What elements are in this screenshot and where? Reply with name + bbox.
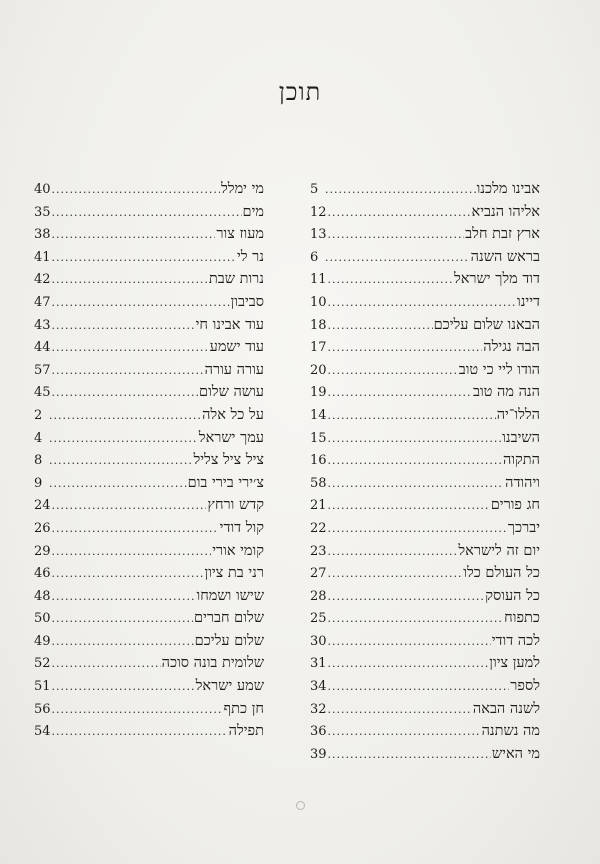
dot-leader <box>328 202 471 225</box>
toc-entry-page-number: 12 <box>310 204 327 220</box>
toc-entry-page-number: 16 <box>310 453 327 469</box>
toc-entry-title: אבינו מלכנו <box>476 181 540 197</box>
dot-leader <box>328 315 433 338</box>
toc-entry-title: חן כתף <box>223 700 264 717</box>
toc-entry-title: שישו ושמחו <box>196 587 264 604</box>
dot-leader <box>52 586 196 609</box>
dot-leader <box>328 518 507 541</box>
toc-entry-title: התקוה <box>503 452 540 469</box>
toc-entry <box>34 652 264 675</box>
toc-entry-title: שלום עליכם <box>194 632 264 649</box>
toc-entry <box>34 449 264 472</box>
toc-entry-title: לכה דודי <box>491 632 540 649</box>
dot-leader <box>52 337 209 360</box>
dot-leader <box>49 405 201 428</box>
toc-entry <box>310 562 540 585</box>
toc-entry-page-number: 24 <box>34 498 51 514</box>
toc-entry-page-number: 57 <box>34 362 51 378</box>
toc-entry-title: מעוז צור <box>216 226 264 243</box>
toc-entry <box>34 675 264 698</box>
page-title: תוכן <box>278 78 322 107</box>
dot-leader <box>49 473 187 496</box>
toc-entry <box>34 720 264 743</box>
toc-entry-title: הללו־יה <box>496 406 540 423</box>
toc-entry <box>34 268 264 291</box>
toc-entry-title: עושה שלום <box>199 384 264 401</box>
toc-entry-page-number: 49 <box>34 633 51 649</box>
toc-entry-title: ציל ציל צליל <box>193 452 264 469</box>
toc-entry <box>310 336 540 359</box>
dot-leader <box>52 495 207 518</box>
dot-leader <box>52 179 220 202</box>
dot-leader <box>52 382 199 405</box>
toc-entry-title: הבאנו שלום עליכם <box>433 316 540 333</box>
dot-leader <box>52 608 193 631</box>
dot-leader <box>328 541 458 564</box>
toc-entry-page-number: 38 <box>34 227 51 243</box>
toc-entry-page-number: 52 <box>34 656 51 672</box>
toc-entry <box>310 404 540 427</box>
toc-entry <box>34 291 264 314</box>
toc-entry <box>34 223 264 246</box>
toc-entry-title: הבה נגילה <box>483 339 540 356</box>
toc-entry-page-number: 11 <box>310 272 327 288</box>
toc-entry-title: הודו ליי כי טוב <box>458 361 540 378</box>
dot-leader <box>52 360 204 383</box>
toc-entry-title: ויהודה <box>505 474 540 491</box>
toc-entry-title: שמע ישראל <box>195 678 264 695</box>
dot-leader <box>328 428 502 451</box>
toc-entry-title: למען ציון <box>489 655 540 672</box>
toc-entry-page-number: 25 <box>310 611 327 627</box>
dot-leader <box>52 269 208 292</box>
toc-entry-page-number: 56 <box>34 701 51 717</box>
dot-leader <box>328 292 516 315</box>
toc-entry-page-number: 41 <box>34 249 51 265</box>
toc-entry <box>310 630 540 653</box>
dot-leader <box>49 428 198 451</box>
toc-entry <box>34 359 264 382</box>
toc-entry <box>310 607 540 630</box>
dot-leader <box>328 382 472 405</box>
toc-entry-title: חג פורים <box>490 497 540 514</box>
toc-entry-title: יום זה לישראל <box>458 542 540 559</box>
toc-entry-title: נרות שבת <box>208 271 264 288</box>
toc-entry-page-number: 17 <box>310 340 327 356</box>
dot-leader <box>52 315 195 338</box>
toc-entry <box>34 698 264 721</box>
toc-entry-page-number: 4 <box>34 430 43 446</box>
dot-leader <box>52 247 236 270</box>
toc-entry <box>310 720 540 743</box>
dot-leader <box>52 631 194 654</box>
toc-entry-page-number: 35 <box>34 204 51 220</box>
dot-leader <box>328 563 463 586</box>
toc-entry-page-number: 47 <box>34 294 51 310</box>
toc-entry <box>310 449 540 472</box>
dot-leader <box>328 653 489 676</box>
toc-entry <box>310 472 540 495</box>
toc-entry-page-number: 23 <box>310 543 327 559</box>
toc-entry <box>310 494 540 517</box>
toc-entry <box>310 223 540 246</box>
toc-entry-title: מים <box>242 203 264 220</box>
toc-entry <box>34 427 264 450</box>
toc-entry-title: מי ימלל <box>221 181 264 197</box>
toc-entry-page-number: 26 <box>34 520 51 536</box>
dot-leader <box>328 631 491 654</box>
toc-entry-title: צ׳ירי בירי בום <box>187 474 264 491</box>
dot-leader <box>325 179 476 202</box>
toc-entry-title: מי האיש <box>491 745 540 762</box>
toc-entry <box>34 381 264 404</box>
toc-entry-title: ארץ זבת חלב <box>465 226 540 243</box>
toc-entry <box>34 494 264 517</box>
toc-entry-page-number: 50 <box>34 611 51 627</box>
toc-entry-title: שלומית בונה סוכה <box>161 655 264 672</box>
toc-column-left <box>34 178 264 743</box>
toc-entry <box>310 201 540 224</box>
toc-entry-title: דיינו <box>516 293 540 310</box>
toc-entry <box>34 404 264 427</box>
toc-entry-page-number: 32 <box>310 701 327 717</box>
toc-entry-page-number: 42 <box>34 272 51 288</box>
toc-entry <box>34 607 264 630</box>
toc-entry-page-number: 18 <box>310 317 327 333</box>
toc-entry-page-number: 30 <box>310 633 327 649</box>
toc-entry-title: עוד אבינו חי <box>195 316 264 333</box>
toc-entry <box>310 246 540 269</box>
toc-entry <box>34 540 264 563</box>
toc-entry-title: סביבון <box>230 293 264 310</box>
dot-leader <box>52 541 212 564</box>
toc-entry-page-number: 29 <box>34 543 51 559</box>
toc-entry-title: יברכך <box>507 519 540 536</box>
toc-entry-page-number: 21 <box>310 498 327 514</box>
toc-entry-page-number: 46 <box>34 566 51 582</box>
toc-entry-page-number: 36 <box>310 724 327 740</box>
toc-entry-page-number: 10 <box>310 294 327 310</box>
toc-entry-page-number: 9 <box>34 475 43 491</box>
toc-entry <box>310 540 540 563</box>
dot-leader <box>52 224 216 247</box>
toc-entry <box>310 517 540 540</box>
toc-entry <box>310 381 540 404</box>
toc-entry-title: לספר <box>510 678 540 695</box>
toc-entry-title: הנה מה טוב <box>472 384 540 401</box>
toc-entry-title: נר לי <box>236 248 264 265</box>
toc-entry-page-number: 8 <box>34 453 43 469</box>
dot-leader <box>328 676 510 699</box>
toc-entry-title: עמך ישראל <box>198 429 264 446</box>
toc-entry <box>310 359 540 382</box>
toc-entry-page-number: 43 <box>34 317 51 333</box>
toc-entry-page-number: 20 <box>310 362 327 378</box>
dot-leader <box>325 247 470 270</box>
dot-leader <box>52 518 219 541</box>
dot-leader <box>52 721 228 744</box>
toc-entry <box>34 585 264 608</box>
dot-leader <box>328 224 465 247</box>
dot-leader <box>328 337 483 360</box>
toc-entry-title: אליהו הנביא <box>471 203 540 220</box>
toc-entry-title: השיבנו <box>502 429 540 446</box>
toc-entry-page-number: 6 <box>310 249 319 265</box>
dot-leader <box>328 269 453 292</box>
toc-entry-page-number: 34 <box>310 679 327 695</box>
toc-entry <box>310 268 540 291</box>
dot-leader <box>328 721 481 744</box>
dot-leader <box>328 608 504 631</box>
toc-entry-page-number: 39 <box>310 746 327 762</box>
dot-leader <box>52 653 161 676</box>
toc-entry-page-number: 51 <box>34 679 51 695</box>
dot-leader <box>52 699 223 722</box>
toc-entry <box>310 291 540 314</box>
toc-entry-page-number: 5 <box>310 182 319 197</box>
toc-entry-title: קול דודי <box>219 519 264 536</box>
toc-entry <box>34 246 264 269</box>
toc-entry-title: קדש ורחץ <box>207 497 264 514</box>
toc-entry-page-number: 44 <box>34 340 51 356</box>
toc-entry-page-number: 2 <box>34 407 43 423</box>
toc-entry-page-number: 19 <box>310 385 327 401</box>
toc-entry-page-number: 15 <box>310 430 327 446</box>
toc-entry <box>34 517 264 540</box>
toc-entry-page-number: 45 <box>34 385 51 401</box>
toc-entry-title: שלום חברים <box>194 610 264 627</box>
toc-entry <box>34 336 264 359</box>
dot-leader <box>328 586 485 609</box>
toc-entry-page-number: 14 <box>310 407 327 423</box>
dot-leader <box>49 450 192 473</box>
toc-entry-title: על כל אלה <box>202 406 264 423</box>
toc-entry-title: בראש השנה <box>470 248 540 265</box>
dot-leader <box>328 360 458 383</box>
dot-leader <box>52 202 242 225</box>
toc-entry <box>34 201 264 224</box>
dot-leader <box>328 405 496 428</box>
toc-entry-page-number: 48 <box>34 588 51 604</box>
toc-entry-page-number: 13 <box>310 227 327 243</box>
dot-leader <box>328 473 505 496</box>
toc-entry <box>310 178 540 201</box>
toc-entry-title: עורה עורה <box>204 361 264 378</box>
toc-entry-title: תפילה <box>228 723 264 740</box>
dot-leader <box>52 676 195 699</box>
toc-entry-title: דוד מלך ישראל <box>453 271 540 288</box>
toc-entry <box>310 585 540 608</box>
toc-entry-page-number: 31 <box>310 656 327 672</box>
toc-entry <box>34 630 264 653</box>
toc-entry-title: עוד ישמע <box>209 339 264 356</box>
dot-leader <box>52 563 204 586</box>
dot-leader <box>328 450 502 473</box>
toc-entry <box>34 472 264 495</box>
toc-entry-title: כל העולם כלו <box>463 565 540 582</box>
toc-entry-page-number: 54 <box>34 724 51 740</box>
toc-entry-page-number: 40 <box>34 182 51 197</box>
toc-entry-title: מה נשתנה <box>481 723 540 740</box>
toc-entry-page-number: 58 <box>310 475 327 491</box>
toc-entry <box>34 178 264 201</box>
toc-entry-title: רני בת ציון <box>204 565 264 582</box>
toc-entry-title: לשנה הבאה <box>472 700 540 717</box>
toc-entry <box>310 427 540 450</box>
toc-entry <box>310 698 540 721</box>
dot-leader <box>52 292 230 315</box>
dot-leader <box>328 744 491 767</box>
page-mark <box>296 801 305 810</box>
toc-entry <box>310 743 540 766</box>
dot-leader <box>328 699 472 722</box>
toc-entry <box>34 314 264 337</box>
toc-column-right <box>310 178 540 765</box>
toc-entry-page-number: 27 <box>310 566 327 582</box>
toc-entry <box>310 675 540 698</box>
toc-entry-title: קומי אורי <box>212 542 264 559</box>
toc-entry <box>310 314 540 337</box>
toc-entry <box>34 562 264 585</box>
toc-entry-title: כל העוסק <box>485 587 540 604</box>
toc-entry-page-number: 22 <box>310 520 327 536</box>
toc-entry-page-number: 28 <box>310 588 327 604</box>
toc-entry <box>310 652 540 675</box>
toc-entry-title: כתפוח <box>504 610 540 627</box>
dot-leader <box>328 495 490 518</box>
